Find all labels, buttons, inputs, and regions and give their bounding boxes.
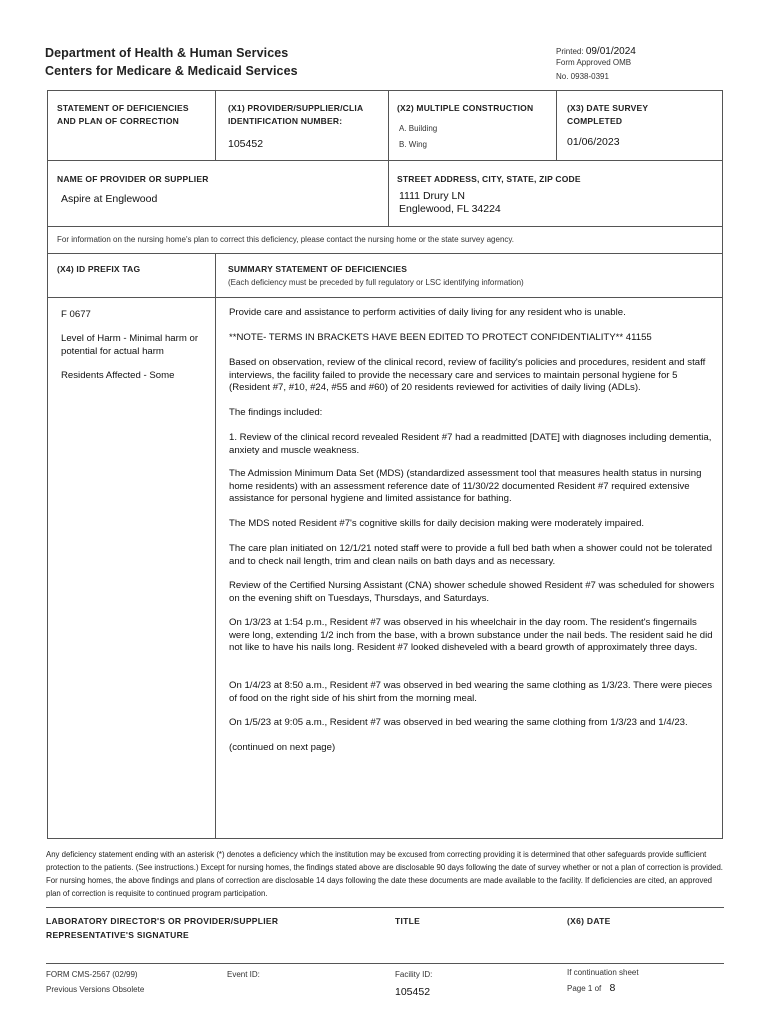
finding-paragraph: The Admission Minimum Data Set (MDS) (standardized assessment tool that measures health status in nursing home residents) with an assessment reference date of 11/30/22 documented Resident #7 required extensive assistance for personal hygiene and limited assistance for bathing. bbox=[229, 468, 702, 505]
x1-value: 105452 bbox=[228, 138, 264, 150]
x2-wing: B. Wing bbox=[399, 140, 428, 149]
page-total: 8 bbox=[609, 982, 616, 994]
rule-after-provider bbox=[47, 226, 723, 227]
residents-affected: Residents Affected - Some bbox=[61, 370, 175, 381]
finding-paragraph: On 1/3/23 at 1:54 p.m., Resident #7 was observed in his wheelchair in the day room. The resident's fingernails were long, extending 1/2 inch from the base, with a brown substance under the nail beds. The resident said he did not like to have his nails long. Resident #7 looked disheveled with a beard growth of approximately three days. bbox=[229, 617, 713, 654]
printed-date: 09/01/2024 bbox=[585, 46, 636, 57]
page-indicator bbox=[567, 982, 615, 994]
facility-id-value: 105452 bbox=[395, 986, 431, 998]
x2-building: A. Building bbox=[399, 124, 438, 133]
x1-label: (X1) PROVIDER/SUPPLIER/CLIA IDENTIFICATION NUMBER: bbox=[228, 103, 363, 126]
rule-after-info bbox=[47, 253, 723, 254]
printed-line bbox=[556, 45, 636, 58]
address-line1: 1111 Drury LN bbox=[399, 190, 465, 202]
level-of-harm: Level of Harm - Minimal harm or potential for actual harm bbox=[61, 333, 199, 357]
event-id-label: Event ID: bbox=[227, 970, 260, 979]
address-label: STREET ADDRESS, CITY, STATE, ZIP CODE bbox=[397, 174, 581, 184]
disclosure-footnote: Any deficiency statement ending with an asterisk (*) denotes a deficiency which the institution may be excused from correcting providing it is determined that other safeguards provide sufficient protection to the patients. (See instructions.) Except for nursing homes, the findings stated above are disclosable 90 days following the date of survey whether or not a plan of correction is provided. For nursing homes, the above findings and plans of correction are disclosable 14 days following the date these documents are made available to the facility. If deficiencies are cited, an approved plan of correction is requisite to continued program participation. bbox=[46, 850, 723, 898]
continuation-note: If continuation sheet bbox=[567, 968, 639, 977]
x3-label: (X3) DATE SURVEY COMPLETED bbox=[567, 103, 649, 126]
rule-after-col-headers bbox=[47, 297, 723, 298]
obsolete-note: Previous Versions Obsolete bbox=[46, 985, 145, 994]
finding-paragraph: The MDS noted Resident #7's cognitive skills for daily decision making were moderately impaired. bbox=[229, 518, 645, 529]
rule-after-ids bbox=[47, 160, 723, 161]
finding-paragraph: The care plan initiated on 12/1/21 noted staff were to provide a full bed bath when a shower could not be tolerated and to check nail length, trim and clean nails on bath days and as necessary. bbox=[229, 543, 713, 567]
form-approved: Form Approved OMB bbox=[556, 58, 632, 67]
info-note: For information on the nursing home's plan to correct this deficiency, please contact the nursing home or the state survey agency. bbox=[57, 235, 515, 244]
x3-value: 01/06/2023 bbox=[567, 136, 620, 148]
finding-paragraph: Based on observation, review of the clinical record, review of facility's policies and procedures, resident and staff interviews, the facility failed to provide the necessary care and services to maintain personal hygiene for 5 (Resident #7, #10, #24, #55 and #60) of 20 residents reviewed for activities of daily living (ADLs). bbox=[229, 357, 706, 394]
summary-label: SUMMARY STATEMENT OF DEFICIENCIES bbox=[228, 264, 408, 274]
divider-tag-column bbox=[215, 253, 216, 839]
finding-paragraph: Provide care and assistance to perform activities of daily living for any resident who is unable. bbox=[229, 307, 626, 318]
x2-label: (X2) MULTIPLE CONSTRUCTION bbox=[397, 103, 534, 113]
finding-paragraph: 1. Review of the clinical record revealed Resident #7 had a readmitted [DATE] with diagnoses including dementia, anxiety and muscle weakness. bbox=[229, 432, 712, 456]
finding-paragraph: On 1/5/23 at 9:05 a.m., Resident #7 was observed in bed wearing the same clothing from 1/3/23 and 1/4/23. bbox=[229, 717, 688, 728]
deficiency-tag: F 0677 bbox=[61, 309, 91, 320]
finding-paragraph: **NOTE- TERMS IN BRACKETS HAVE BEEN EDITED TO PROTECT CONFIDENTIALITY** 41155 bbox=[229, 332, 652, 343]
statement-label: STATEMENT OF DEFICIENCIES AND PLAN OF CORRECTION bbox=[57, 103, 189, 126]
facility-id-label: Facility ID: bbox=[395, 970, 433, 979]
summary-sublabel: (Each deficiency must be preceded by full regulatory or LSC identifying information) bbox=[228, 278, 524, 287]
divider-x2 bbox=[388, 90, 389, 226]
title-label: TITLE bbox=[395, 916, 421, 926]
divider-x3 bbox=[556, 90, 557, 160]
director-signature-label: LABORATORY DIRECTOR'S OR PROVIDER/SUPPLIER REPRESENTATIVE'S SIGNATURE bbox=[46, 916, 279, 940]
agency-name-hhs: Department of Health & Human Services bbox=[45, 46, 289, 60]
finding-paragraph: Review of the Certified Nursing Assistant (CNA) shower schedule showed Resident #7 was scheduled for showers on the evening shift on Tuesdays, Thursdays, and Saturdays. bbox=[229, 580, 715, 604]
agency-name-cms: Centers for Medicare & Medicaid Services bbox=[45, 64, 298, 78]
finding-paragraph: On 1/4/23 at 8:50 a.m., Resident #7 was observed in bed wearing the same clothing as 1/3/23. There were pieces of food on the right side of his shirt from the morning meal. bbox=[229, 680, 712, 704]
printed-label: Printed: bbox=[556, 47, 584, 56]
finding-paragraph: The findings included: bbox=[229, 407, 323, 418]
divider-x1 bbox=[215, 90, 216, 160]
date-label: (X6) DATE bbox=[567, 916, 611, 926]
omb-number: No. 0938-0391 bbox=[556, 72, 609, 81]
x4-label: (X4) ID PREFIX TAG bbox=[57, 264, 141, 274]
address-line2: Englewood, FL 34224 bbox=[399, 203, 501, 215]
provider-label: NAME OF PROVIDER OR SUPPLIER bbox=[57, 174, 209, 184]
form-id: FORM CMS-2567 (02/99) bbox=[46, 970, 138, 979]
page-label: Page 1 of bbox=[567, 984, 602, 993]
signature-bottom-rule bbox=[46, 963, 724, 964]
signature-top-rule bbox=[46, 907, 724, 908]
continued-note: (continued on next page) bbox=[229, 742, 336, 753]
provider-name: Aspire at Englewood bbox=[61, 193, 158, 205]
